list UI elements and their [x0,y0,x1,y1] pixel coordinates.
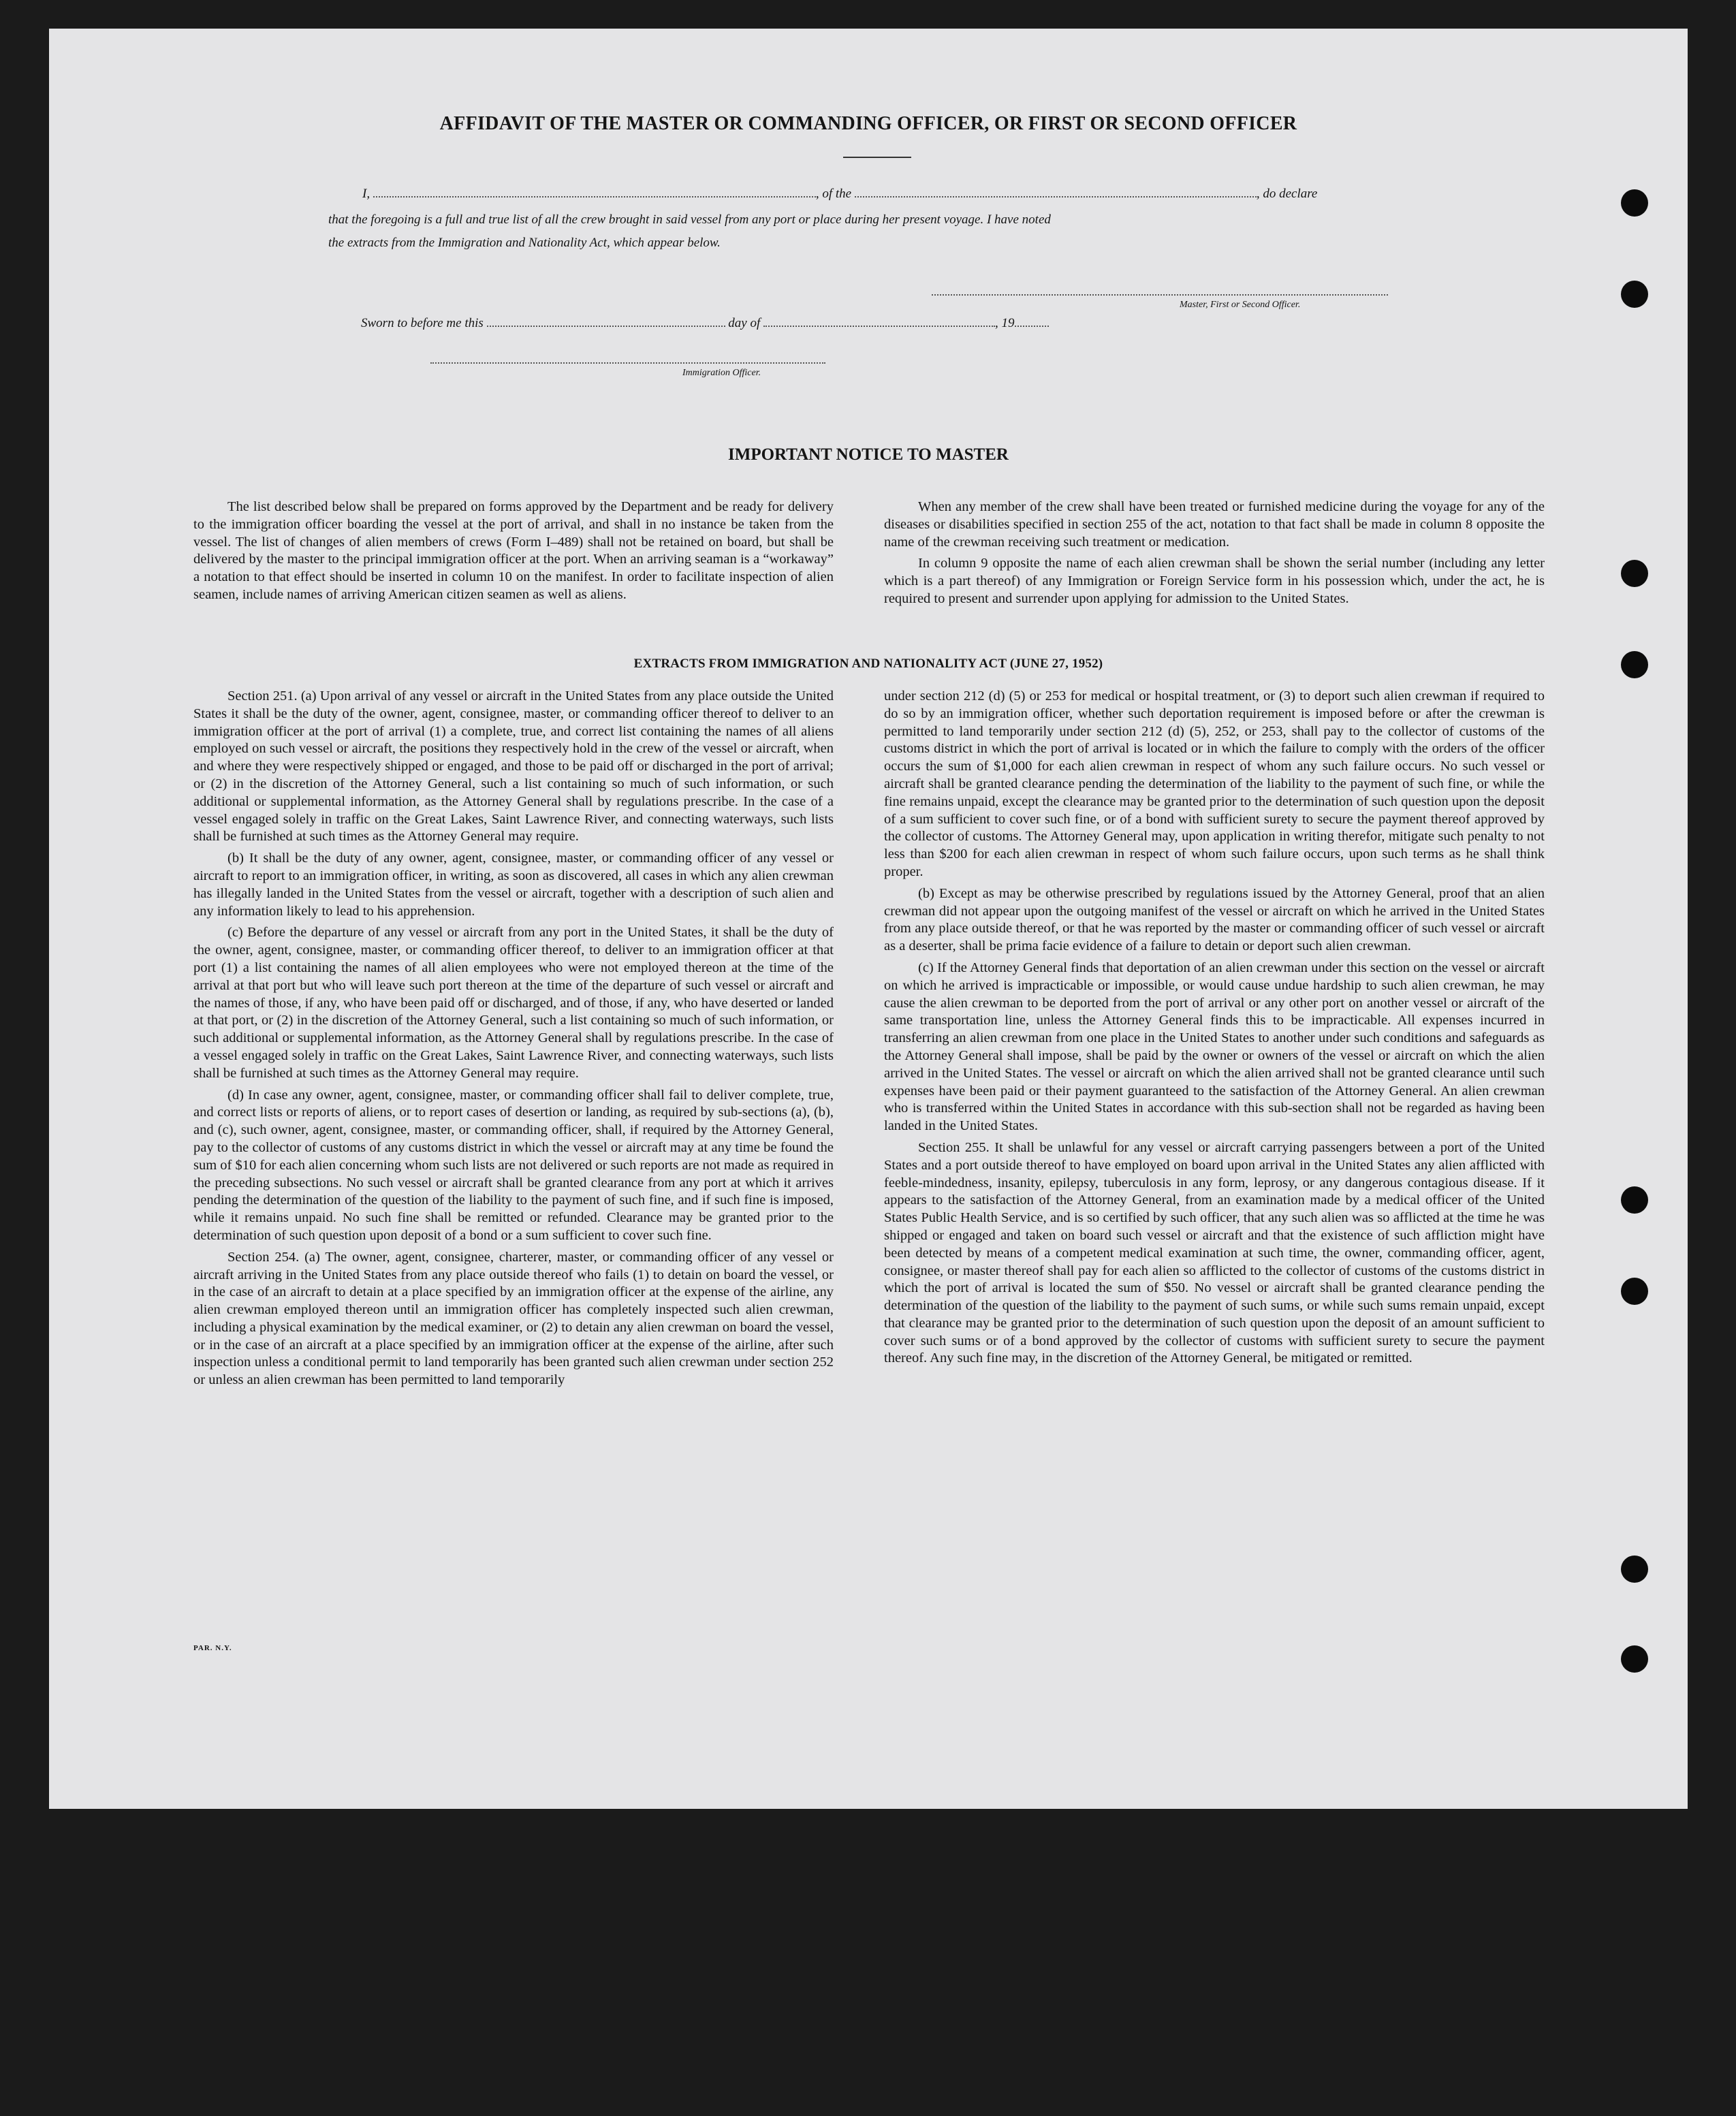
declarant-name-field[interactable] [373,196,816,198]
title-rule [843,157,911,158]
declaration-text-line3: the extracts from the Immigration and Nationality Act, which appear below. [328,236,721,250]
extract-paragraph: (c) Before the departure of any vessel or aircraft from any port in the United States, it shall be the duty of the owner, agent, consignee, master, or commanding officer thereof, to deliver to an immigration officer at that port (1) a list containing the names of all alien employees who were not employed thereon at the time of the arrival at that port but who will leave such port thereon at the time of the departure of such vessel or aircraft and the names of those, if any, who have been paid off or discharged, and of those, if any, who have deserted or landed at that port, or (2) in the discretion of the Attorney General, such a list containing so much of such information, or such additional or supplemental information, as the Attorney General shall by regulations prescribe. In the case of a vessel engaged solely in traffic on the Great Lakes, Saint Lawrence River, and connecting waterways, such lists shall be furnished at such times as the Attorney General may require. [193,925,834,1081]
extract-paragraph: (c) If the Attorney General finds that deportation of an alien crewman under this section on the vessel or aircraft on which he arrived is impracticable or impossible, or would cause undue hardship to such alien crewman, he may cause the alien crewman to be deported from the port of arrival or any other port on another vessel or aircraft of the same transportation line, unless the Attorney General finds this to be impracticable. All expenses incurred in transferring an alien crewman from one place in the United States to another under such conditions and safeguards as the Attorney General shall impose, shall be paid by the owner or owners of the vessel or aircraft on which the alien arrived in the United States. The vessel or aircraft on which the alien arrived shall not be granted clearance until such expenses have been paid or their payment guaranteed to the satisfaction of the Attorney General. An alien crewman who is transferred within the United States in accordance with this sub-section shall not be regarded as having been landed in the United States. [884,960,1545,1134]
vessel-name-field[interactable] [855,196,1257,198]
year-label: , 19 [995,316,1015,330]
punch-hole [1621,1556,1648,1583]
punch-hole [1621,1186,1648,1214]
printer-mark: PAR. N.Y. [193,1644,232,1652]
punch-hole [1621,1278,1648,1305]
declaration-text-line2: that the foregoing is a full and true list of all the crew brought in said vessel from any port or place during her present voyage. I have noted [328,212,1051,227]
master-signature-field[interactable] [932,294,1388,296]
extract-paragraph: under section 212 (d) (5) or 253 for medical or hospital treatment, or (3) to deport such alien crewman if required to do so by an immigration officer, whether such deportation requirement is imposed before or after the crewman is permitted to land temporarily under section 212 (d) (5), 252, or 253, shall pay to the collector of customs of the customs district in which the port of arrival is located or in which the failure to comply with the orders of the officer occurs the sum of $1,000 for each alien crewman in respect of whom any such failure occurs. No such vessel or aircraft shall be granted clearance pending the determination of the liability to the payment of such fine, or while the fine remains unpaid, except the clearance may be granted prior to the determination of such question upon the deposit of a sum sufficient to cover such fine, or of a bond with sufficient surety to secure the payment thereof approved by the collector of customs. The Attorney General may, upon application in writing therefor, mitigate such penalty to not less than $200 for each alien crewman in respect of whom such failure occurs, upon such terms as he shall think proper. [884,689,1545,879]
extract-paragraph: (b) It shall be the duty of any owner, agent, consignee, master, or commanding officer of any vessel or aircraft to report to an immigration officer, in writing, as soon as discovered, all cases in which any alien crewman has illegally landed in the United States from the vessel or aircraft, together with a description of such alien and any information likely to lead to his apprehension. [193,851,834,919]
notice-paragraph: The list described below shall be prepared on forms approved by the Department and be ready for delivery to the immigration officer boarding the vessel at the port of arrival, and shall in no instance be taken from the vessel. The list of changes of alien members of crews (Form I–489) shall not be retained on board, but shall be delivered by the master to the principal immigration officer at the port. When an arriving seaman is a “workaway” a notation to that effect should be inserted in column 10 on the manifest. In order to facilitate inspection of alien seamen, include names of arriving American citizen seamen as well as aliens. [193,499,834,602]
punch-hole [1621,651,1648,678]
do-declare-label: , do declare [1256,187,1318,201]
notice-paragraph: When any member of the crew shall have been treated or furnished medicine during the voyage for any of the diseases or disabilities specified in section 255 of the act, notation to that fact shall be made in column 8 opposite the name of the crewman receiving such treatment or medication. [884,499,1545,550]
master-caption: Master, First or Second Officer. [1180,300,1301,310]
declarant-prefix: I, [362,187,370,201]
sworn-month-field[interactable] [763,326,995,327]
punch-hole [1621,1645,1648,1673]
extracts-right-column [884,688,1545,1372]
extract-paragraph: Section 251. (a) Upon arrival of any vessel or aircraft in the United States from any place outside the United States it shall be the duty of the owner, agent, consignee, master, or commanding officer thereof to deliver to an immigration officer at the port of arrival (1) a complete, true, and correct list containing the names of all aliens employed on such vessel or aircraft, the positions they respectively hold in the crew of the vessel or aircraft, when and where they were respectively shipped or engaged, and those to be paid off or discharged in the port of arrival; or (2) in the discretion of the Attorney General, such a list containing so much of such information, or such additional or supplemental information, as the Attorney General shall by regulations prescribe. In the case of a vessel engaged solely in traffic on the Great Lakes, Saint Lawrence River, and connecting waterways, such lists shall be furnished at such times as the Attorney General may require. [193,689,834,844]
extract-paragraph: (d) In case any owner, agent, consignee, master, or commanding officer shall fail to deliver complete, true, and correct lists or reports of aliens, or to report cases of desertion or landing, as required by sub-sections (a), (b), and (c), such owner, agent, consignee, master, or commanding officer, shall, if required by the Attorney General, pay to the collector of customs of any customs district in which the vessel or aircraft may at any time be found the sum of $10 for each alien concerning whom such lists are not delivered or such reports are not made as required in the preceding subsections. No such vessel or aircraft shall be granted clearance from any port at which it arrives pending the determination of the question of the liability to the payment of such fine, and if such fine is imposed, while it remains unpaid. No such fine shall be remitted or refunded. Clearance may be granted prior to the determination of such question upon deposit of a bond or a sum sufficient to cover such fine. [193,1087,834,1243]
officer-signature-field[interactable] [430,362,825,364]
sworn-line [361,316,1049,331]
punch-hole [1621,281,1648,308]
document-page [49,29,1688,1809]
affidavit-title: AFFIDAVIT OF THE MASTER OR COMMANDING OFFICER, OR FIRST OR SECOND OFFICER [439,113,1297,134]
officer-caption: Immigration Officer. [682,368,761,378]
extract-paragraph: (b) Except as may be otherwise prescribed by regulations issued by the Attorney General, proof that an alien crewman did not appear upon the outgoing manifest of the vessel or aircraft on which he arrived in the United States from any place outside thereof, or that he was reported by the master or commanding officer of such vessel or aircraft as a deserter, shall be prima facie evidence of a failure to detain or deport such alien crewman. [884,885,1545,954]
extract-paragraph: Section 255. It shall be unlawful for any vessel or aircraft carrying passengers between a port of the United States and a port outside thereof to have employed on board upon arrival in the United States any alien afflicted with feeble-mindedness, insanity, epilepsy, tuberculosis in any form, leprosy, or any dangerous contagious disease. If it appears to the satisfaction of the Attorney General, from an examination made by a medical officer of the United States Public Health Service, and is so certified by such officer, that any such alien was so afflicted at the time he was shipped or engaged and taken on board such vessel or aircraft and that the existence of such affliction might have been detected by means of a competent medical examination at such time, the owner, commanding officer, agent, consignee, or master thereof shall pay for each alien so afflicted to the collector of customs of the customs district in which the port of arrival is located the sum of $50. No vessel or aircraft shall be granted clearance pending the determination of the question of the liability to the payment of such sums, or while such sums remain unpaid, except that clearance may be granted prior to the determination of such question upon the deposit of an amount sufficient to cover such sums or of a bond approved by the collector of customs with sufficient surety to secure the payment thereof. Any such fine may, in the discretion of the Attorney General, be mitigated or remitted. [884,1139,1545,1366]
notice-title: IMPORTANT NOTICE TO MASTER [728,445,1009,464]
notice-left-column [193,499,834,608]
sworn-year-field[interactable] [1015,326,1049,327]
sworn-label: Sworn to before me this [361,316,484,330]
day-of-label: day of [728,316,761,330]
extract-paragraph: Section 254. (a) The owner, agent, consignee, charterer, master, or commanding officer of any vessel or aircraft arriving in the United States from any place outside thereof who fails (1) to detain on board the vessel, or in the case of an aircraft to detain at a place specified by an immigration officer at the expense of the airline, any alien crewman employed thereon until an immigration officer has completely inspected such alien crewman, including a physical examination by the medical examiner, or (2) to detain any alien crewman on board the vessel, or in the case of an aircraft at a place specified by an immigration officer at the expense of the airline, after such inspection unless a conditional permit to land temporarily has been granted such alien crewman under section 252 or unless an alien crewman has been permitted to land temporarily [193,1249,834,1388]
punch-hole [1621,560,1648,587]
sworn-day-field[interactable] [487,326,725,327]
punch-hole [1621,189,1648,217]
declaration-line [362,187,1317,202]
extracts-title: EXTRACTS FROM IMMIGRATION AND NATIONALITY ACT (JUNE 27, 1952) [633,657,1103,671]
notice-paragraph: In column 9 opposite the name of each alien crewman shall be shown the serial number (including any letter which is a part thereof) of any Immigration or Foreign Service form in his possession which, under the act, he is required to present and surrender upon applying for admission to the United States. [884,556,1545,606]
of-the-label: , of the [815,187,852,201]
extracts-left-column [193,688,834,1393]
notice-right-column [884,499,1545,612]
